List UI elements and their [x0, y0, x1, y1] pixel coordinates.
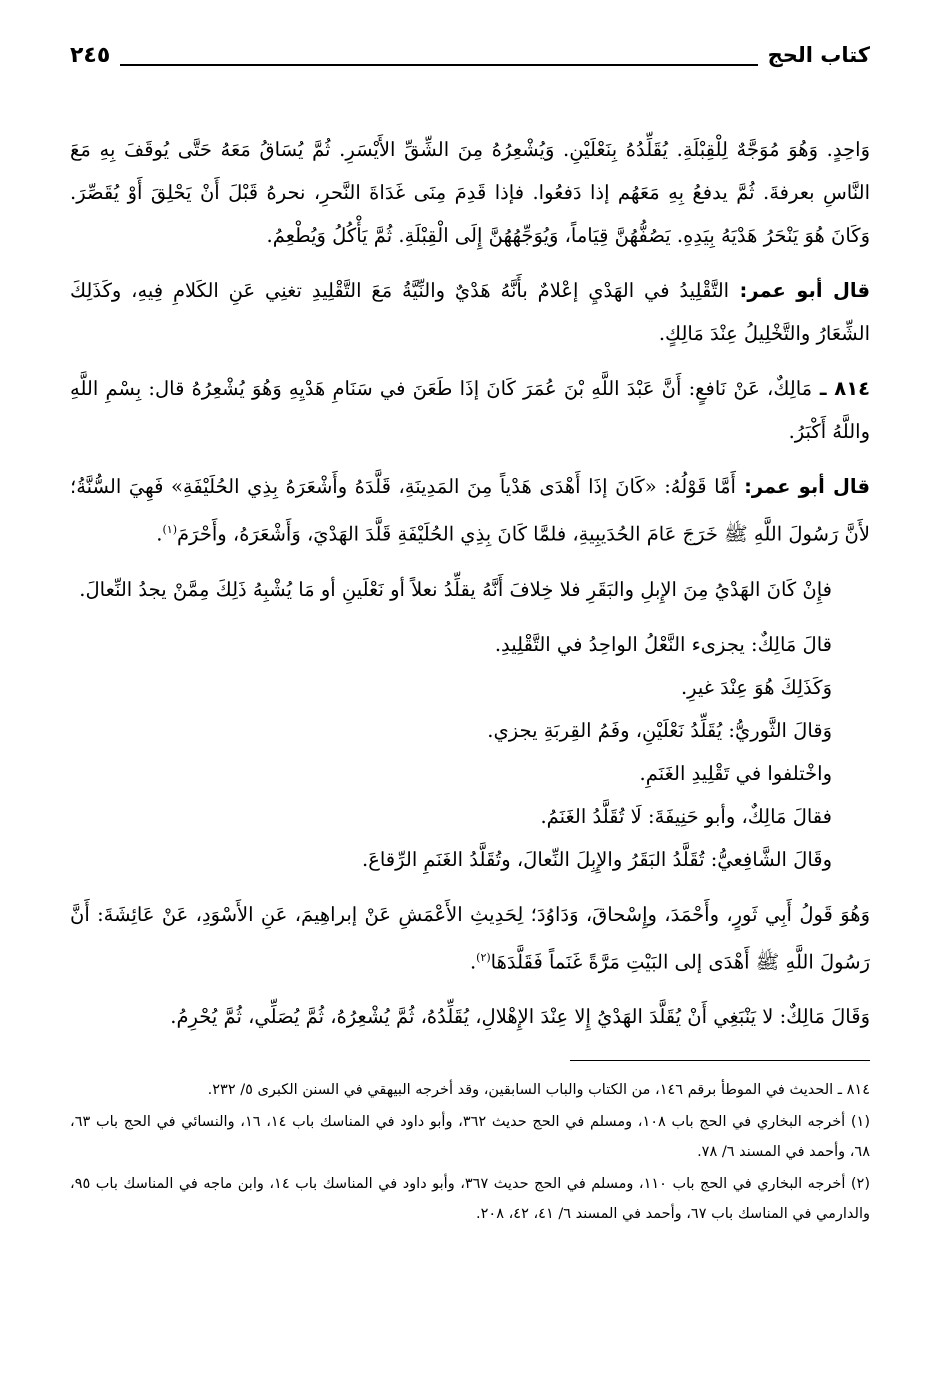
chapter-title: كتاب الحج: [758, 43, 870, 67]
footnote-2: (٢) أخرجه البخاري في الحج باب ١١٠، ومسلم في الحج حديث ٣٦٧، وأبو داود في المناسك باب ١٤، وابن ماجه في المناسك باب ٩٥، والدارمي في المناسك باب ٦٧، وأحمد في المسند ٦/ ٤١، ٤٢، ٢٠٨.: [70, 1176, 870, 1222]
quote-line: وَقالَ الثَّوريُّ: يُقَلِّدُ نَعْلَيْنِ، وفَمُ القِربَةِ يجزي.: [487, 718, 832, 742]
footnote-ref: (٢): [476, 950, 491, 964]
main-text: [70, 128, 870, 1038]
closing-paragraph-1: [70, 893, 870, 984]
paragraph-5: [70, 568, 870, 611]
quote-line: وَكَذَلِكَ هُوَ عِنْدَ غيرِ.: [680, 675, 832, 699]
paragraph-tail: .: [469, 950, 477, 973]
footnote-814: ٨١٤ ـ الحديث في الموطأ برقم ١٤٦، من الكتاب والباب السابقين، وقد أخرجه البيهقي في السنن الكبرى ٥/ ٢٣٢.: [207, 1082, 870, 1098]
footnote-1: (١) أخرجه البخاري في الحج باب ١٠٨، ومسلم في الحج حديث ٣٦٢، وأبو داود في المناسك باب ١٤، ١٦، والنسائي في الحج باب ٦٣، ٦٨، وأحمد في المسند ٦/ ٧٨.: [70, 1114, 871, 1160]
paragraph-lead: قال أبو عمر:: [729, 279, 870, 302]
paragraph-2: [70, 269, 870, 355]
paragraph-1: [70, 128, 870, 257]
header-rule: [70, 64, 870, 66]
quote-line: وقَالَ الشَّافِعيُّ: تُقَلَّدُ البَقَرُ والإِبِلَ النِّعالَ، وتُقَلَّدُ الغَنَمِ الرِّقاعَ.: [362, 847, 832, 871]
running-header: [70, 38, 870, 72]
paragraph-4: [70, 465, 870, 556]
page-number: ٢٤٥: [70, 43, 120, 68]
footnote-rule: [570, 1060, 870, 1061]
quote-line: قالَ مَالِكٌ: يجزىء النَّعْلُ الواحِدُ في التَّقْلِيدِ.: [494, 632, 832, 656]
quote-line: واخْتلفوا في تَقْلِيدِ الغَنَمِ.: [639, 761, 832, 785]
footnote-ref: (١): [162, 523, 177, 536]
paragraph-text: أَمَّا قَوْلُهُ: «كَانَ إذَا أَهْدَى هَدْياً مِنَ المَدِينَةِ، قَلَّدَهُ وأَشْعَرَهُ بِذِي الحُلَيْفَةِ» فَهِيَ السُّنَّةُ؛ لأَنَّ رَسُولَ اللَّهِ ﷺ خَرَجَ عَامَ الحُدَيبِيةِ، فلمَّا كَانَ بِذِي الحُلَيْفَةِ قَلَّدَ الهَدْيَ، وَأَشْعَرَهُ، وأَحْرَمَ: [70, 475, 870, 546]
paragraph-lead: قال أبو عمر:: [735, 475, 870, 498]
paragraph-text: مَالِكٌ، عَنْ نَافعٍ: أَنَّ عَبْدَ اللَّهِ بْنَ عُمَرَ كَانَ إذَا طَعَنَ في سَنَامِ هَدْيِهِ وَهُوَ يُشْعِرُهُ قال: بِسْمِ اللَّهِ واللَّهُ أَكْبَرُ.: [70, 377, 870, 443]
paragraph-tail: .: [156, 522, 163, 546]
paragraph-text: وَاحِدٍ. وَهُوَ مُوَجَّهٌ لِلْقِبْلَةِ. يُقَلِّدُهُ بِنَعْلَيْنِ. وَيُشْعِرُهُ مِنَ الشِّقِّ الأَيْسَرِ. ثُمَّ يُسَاقُ مَعَهُ حَتَّى يُوقَفَ بِهِ مَعَ النَّاسِ بعرفةَ. ثُمَّ يدفعُ بِهِ مَعَهُم إذا دَفعُوا. فإذا قَدِمَ مِنَى غَدَاةَ النَّحرِ، نحرهُ قَبْلَ أَنْ يَحْلِقَ أَوْ يُقَصِّرَ. وَكَانَ هُوَ يَنْحَرُ هَدْيَهُ بِيَدِهِ. يَصُفُّهُنَّ قِيَاماً، وَيُوَجِّهُهُنَّ إِلَى الْقِبْلَةِ. ثُمَّ يَأْكُلُ وَيُطْعِمُ.: [70, 138, 870, 247]
paragraph-text: فإِنْ كَانَ الهَدْيُ مِنَ الإِبلِ والبَقَرِ فلا خِلافَ أَنَّهُ يقلِّدُ نعلاً أو نَعْلَينِ أو مَا يُشْبِهُ ذَلِكَ مِمَّنْ يجدُ النِّعالَ.: [79, 577, 832, 601]
closing-paragraph-2: [70, 995, 870, 1038]
paragraph-text: وَهُوَ قَولُ أَبِي ثَورٍ، وأَحْمَدَ، وإِسْحاقَ، وَدَاوُدَ؛ لِحَدِيثِ الأَعْمَشِ عَنْ إبراهِيمَ، عَنِ الأَسْوَدِ، عَنْ عَائِشَةَ: أَنَّ رَسُولَ اللَّهِ ﷺ أَهْدَى إلى البَيْتِ مَرَّةً غَنَماً فَقَلَّدَهَا: [70, 902, 870, 973]
footnotes: [70, 1075, 870, 1229]
paragraph-text: وَقَالَ مَالِكٌ: لا يَنْبَغِي أَنْ يُقَلَّدَ الهَدْيُ إِلا عِنْدَ الإِهْلالِ، يُقَلِّدُهُ، ثُمَّ يُشْعِرُهُ، ثُمَّ يُصَلِّي، ثُمَّ يُحْرِمُ.: [170, 1005, 870, 1028]
quote-line: فقالَ مَالِكٌ، وأبو حَنِيفَةَ: لَا تُقَلَّدُ الغَنَمُ.: [540, 804, 832, 828]
paragraph-text: التَّقْلِيدُ في الهَدْيِ إعْلامٌ بأَنَّهُ هَدْيٌ والنِّيَّةُ مَعَ التَّقْلِيدِ تغنِي عَنِ الكَلامِ فِيهِ، وكَذَلِكَ الشِّعَارُ والتَّخْلِيلُ عِنْدَ مَالِكٍ.: [70, 279, 870, 345]
hadith-number: ٨١٤ ـ: [812, 377, 871, 400]
book-page: [70, 38, 870, 1378]
hadith-814: [70, 367, 870, 453]
